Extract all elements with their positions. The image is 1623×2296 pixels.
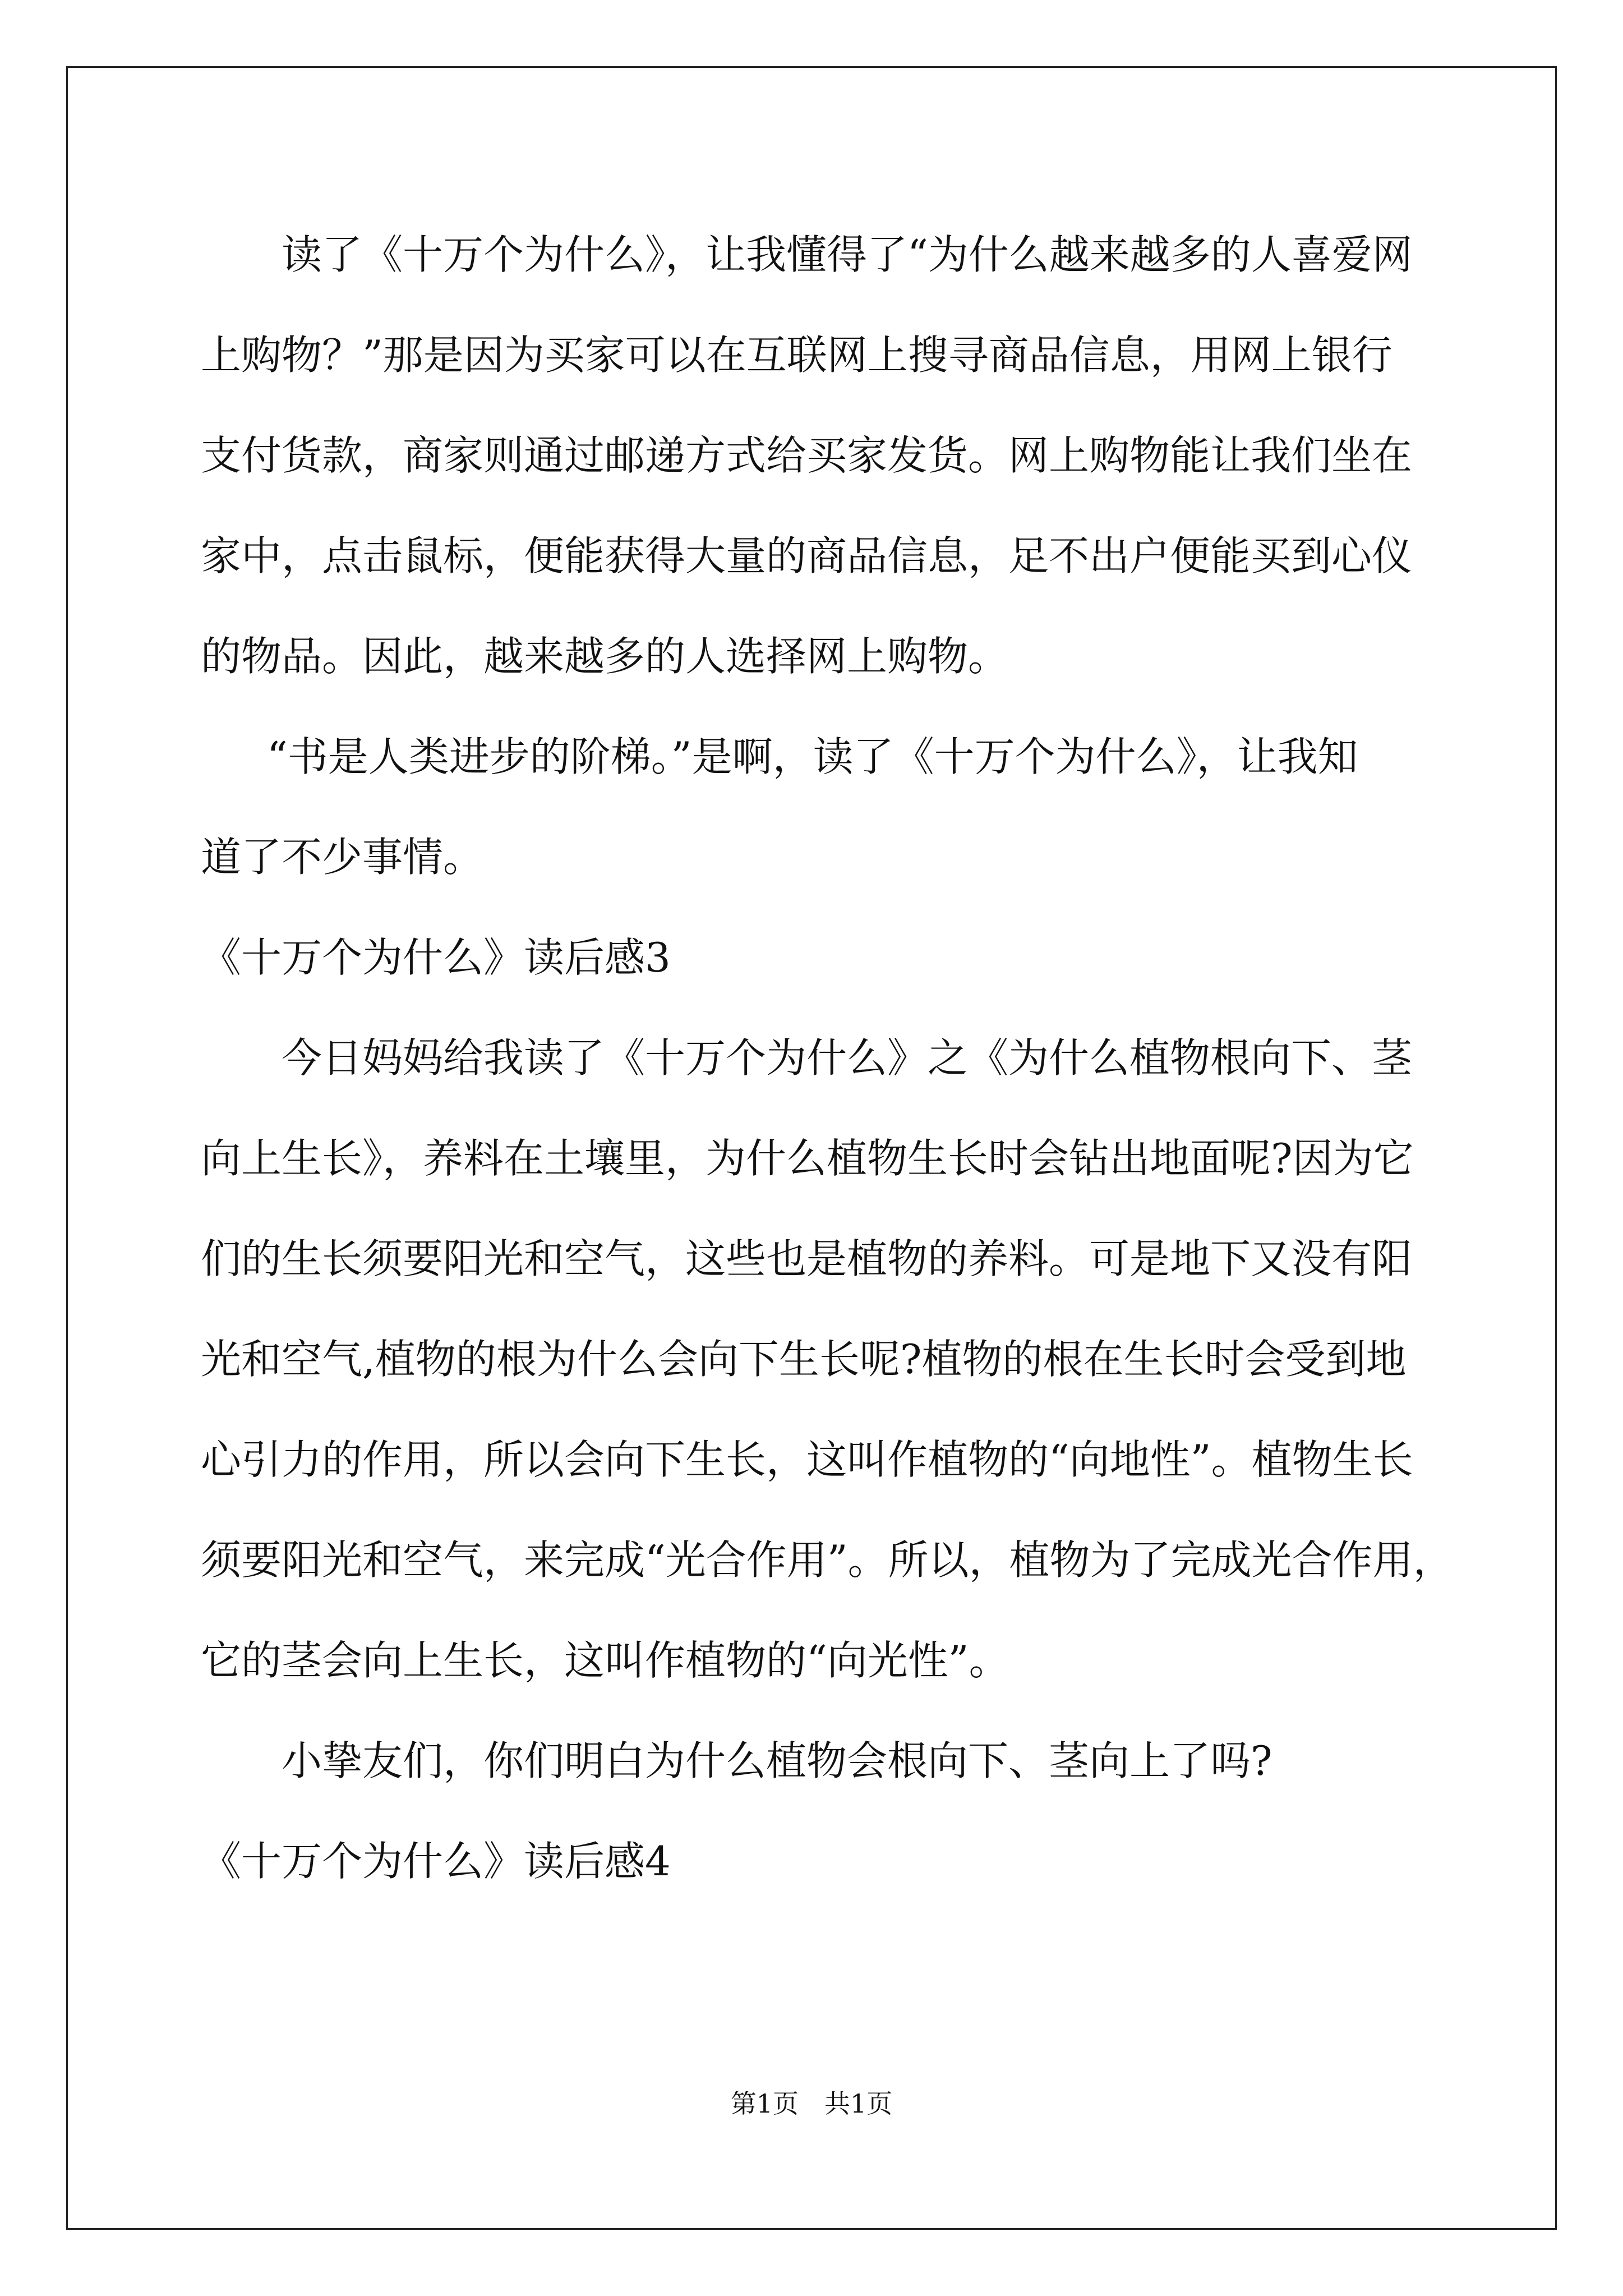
paragraph-line: 支付货款，商家则通过邮递方式给买家发货。网上购物能让我们坐在 [201,432,1413,479]
paragraph-line: 道了不少事情。 [201,834,484,881]
page-footer: 第1页 共1页 [730,2088,893,2119]
paragraph-line: 须要阳光和空气，来完成“光合作用”。所以，植物为了完成光合作用， [201,1536,1454,1584]
paragraph-line: 心引力的作用，所以会向下生长，这叫作植物的“向地性”。植物生长 [201,1436,1413,1483]
paragraph-shopping [201,205,1429,707]
paragraph-plants [201,1008,1454,1711]
paragraph-line: 光和空气,植物的根为什么会向下生长呢?植物的根在生长时会受到地 [201,1336,1407,1383]
paragraph-line: 上购物？”那是因为买家可以在互联网上搜寻商品信息，用网上银行 [201,332,1393,379]
paragraph-books-quote [201,707,1429,908]
paragraph-line: 的物品。因此，越来越多的人选择网上购物。 [201,633,1009,680]
section-heading-3: 《十万个为什么》读后感3 [201,934,671,981]
paragraph-line: 小挚友们，你们明白为什么植物会根向下、茎向上了吗? [282,1737,1272,1784]
paragraph-line: 们的生长须要阳光和空气，这些也是植物的养料。可是地下又没有阳 [201,1235,1413,1282]
paragraph-line: 它的茎会向上生长，这叫作植物的“向光性”。 [201,1637,1009,1684]
paragraph-line: 读了《十万个为什么》，让我懂得了“为什么越来越多的人喜爱网 [282,231,1413,278]
paragraph-question [201,1711,1429,1811]
paragraph-line: 家中，点击鼠标，便能获得大量的商品信息，足不出户便能买到心仪 [201,532,1413,579]
paragraph-line: 今日妈妈给我读了《十万个为什么》之《为什么植物根向下、茎 [282,1034,1413,1082]
paragraph-line: 向上生长》，养料在土壤里，为什么植物生长时会钻出地面呢?因为它 [201,1135,1414,1182]
paragraph-line: “书是人类进步的阶梯。”是啊，读了《十万个为什么》，让我知 [267,733,1358,780]
document-body [201,205,1454,1912]
section-heading-4: 《十万个为什么》读后感4 [201,1838,671,1885]
